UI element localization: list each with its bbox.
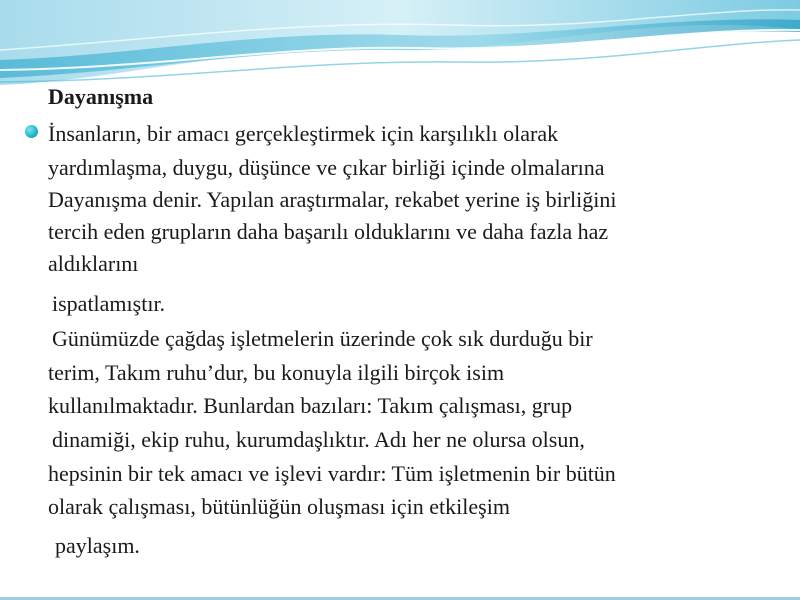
text-line: olarak çalışması, bütünlüğün oluşması için etkileşim xyxy=(48,494,510,519)
text-line: hepsinin bir tek amacı ve işlevi vardır: Tüm işletmenin bir bütün xyxy=(48,461,616,486)
text-line: Dayanışma denir. Yapılan araştırmalar, rekabet yerine iş birliğini xyxy=(48,187,617,212)
text-line: kullanılmaktadır. Bunlardan bazıları: Takım çalışması, grup xyxy=(48,393,573,418)
text-line: İnsanların, bir amacı gerçekleştirmek için karşılıklı olarak xyxy=(48,121,559,146)
text-line: aldıklarını xyxy=(48,251,139,276)
slide-heading: Dayanışma xyxy=(48,84,154,109)
text-line: yardımlaşma, duygu, düşünce ve çıkar birliği içinde olmalarına xyxy=(48,155,605,180)
text-line: tercih eden grupların daha başarılı olduklarını ve daha fazla haz xyxy=(48,219,609,244)
text-line: terim, Takım ruhu’dur, bu konuyla ilgili birçok isim xyxy=(48,360,505,385)
text-line: paylaşım. xyxy=(55,533,140,558)
text-line: dinamiği, ekip ruhu, kurumdaşlıktır. Adı her ne olursa olsun, xyxy=(52,427,585,452)
round-bullet-icon xyxy=(25,125,38,138)
text-line: ispatlamıştır. xyxy=(52,291,166,316)
text-line: Günümüzde çağdaş işletmelerin üzerinde çok sık durduğu bir xyxy=(52,326,593,351)
